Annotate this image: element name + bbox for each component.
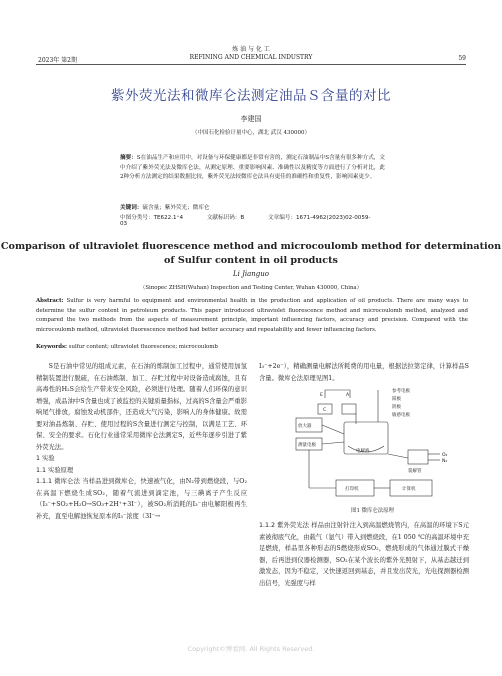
title-cn: 紫外荧光法和微库仑法测定油品Ｓ含量的对比 [111,88,391,104]
copyright-watermark: Copyright©博看网. All Rights Reserved. [187,645,315,653]
affiliation-cn: （中国石化检验计量中心，湖北 武汉 430000） [192,130,310,136]
header-journal-cn: 炼 油 与 化 工 [232,46,270,53]
abstract-en-text: Sulfur is very harmful to equipment and environmental health in the production and application of oil products. There are many ways to determine the sulfur content in petroleum products. This paper introduced ultraviolet fluorescence method and microcoulomb method, analyzed and compared the two methods from the aspects of measurement principle, important influencing factors, accuracy and precision. Compared with the microcoulomb method, ultraviolet fluorescence method had better accuracy and repeatability and fewer influencing factors. [36,298,468,333]
label-n2: N₂ [442,459,448,464]
document-code: 文献标识码：B [206,215,245,221]
furnace-box [408,450,428,464]
label-computer: 计算机 [402,487,416,492]
body-left-column [36,361,247,522]
body-right-bottom [259,520,469,589]
keywords-en [36,344,468,350]
abstract-cn [120,154,385,183]
abstract-en [36,297,468,335]
section-1-heading: 1 实验 [36,455,55,462]
section-1-1-1-paragraph [36,476,247,522]
header-page-number: 59 [458,55,466,62]
label-a: A [346,393,350,398]
label-anode: 阳极 [392,397,401,402]
wire-2 [322,425,344,434]
gas-line [388,454,408,458]
keywords-en-text: sulfur content; ultraviolet fluorescence; microcoulomb [67,344,218,350]
title-en: Comparison of ultraviolet fluorescence method and microcoulomb method for determination of Sulfur content in oil products [0,241,502,266]
label-furnace: 裂解管 [408,469,422,474]
keywords-cn [120,203,390,211]
author-en: Li Jianguo [232,270,270,278]
classification-row [120,213,390,227]
section-1-1-1-text: 当样品进到微库仑，快速被气化，由N₂带到燃烧段，与O₂在高温下燃烧生成SO₂，随着气流进到滴定池，与三碘离子产生反应（I₃⁻+SO₂+H₂O→SO₃+2H⁺+3I⁻），被SO₂所消耗的I₃⁻由电解阳极再生补充，直至电解池恢复原本的I₃⁻浓度（3I⁻→ [36,478,247,520]
label-printer: 打印机 [345,487,359,492]
section-1-1-heading: 1.1 实验原理 [36,466,74,474]
author-cn: 李建国 [240,115,262,123]
intro-paragraph: S是石油中常见的组成元素，在石油的炼制加工过程中，通常使用加氢精制装置进行脱硫，在石油炼制、加工、存贮过程中对设备造成腐蚀，且有高毒性的H₂S会给生产带来安全风险，必须进行处理。随着人们环保的意识增强，成品油中S含量也成了被监控的关键质量指标，过高的S含量会严重影响尾气排放，腐蚀发动机部件，还造成大气污染，影响人的身体健康。故需要对油品炼制、存贮、使用过程的S含量进行测定与控制，以满足工艺、环保、安全的要求。石化行业通常采用微库仑法测定S，近些年逐步引进了紫外荧光法。 [36,363,247,451]
abstract-cn-label: 摘要： [120,155,137,161]
header-divider [36,64,466,65]
label-o2: O₂ [442,453,448,458]
figure-1-diagram [290,384,455,504]
article-number: 文章编号：1671-4962(2023)02-0059-03 [120,215,371,227]
header-journal-en: REFINING AND CHEMICAL INDUSTRY [189,54,313,61]
abstract-cn-text: S在油品生产和应用中，对设备与环保健康都是非常有害的，测定石油制品中S含量有很多种方式，文中介绍了紫外荧光法及微库仑法，从测定原理、重要影响因素、准确性以及精度等方面进行了分析对比，此2种分析方法测定的结果数据比较，紫外荧光法较微库仑法具有更佳的准确性和重复性，影响因素更少。 [120,155,385,180]
abstract-en-label: Abstract: [36,298,64,304]
header-journal [0,46,502,62]
label-cathode: 阴极 [392,405,401,410]
section-1-1-2-heading: 1.1.2 紫外荧光法 [259,522,310,529]
wire-3 [322,442,344,444]
label-electrolyte: 电解液 [356,449,370,454]
label-e: E [320,393,323,398]
component-c2 [342,404,356,414]
header-year-issue: 2023年 第2期 [38,57,77,64]
body-right-top: I₃⁻+2e⁻），精确测量电解法所耗费的用电量，根据法拉第定律，计算样品S含量。微库仑法原理见图1。 [259,363,469,382]
clc-number: 中图分类号：TE622.1⁺4 [120,215,184,221]
section-1-1-1-heading: 1.1.1 微库仑法 [36,478,81,485]
label-c: C [323,408,327,413]
keywords-cn-label: 关键词： [120,205,143,211]
keywords-cn-text: 硫含量；紫外荧光；微库仑 [142,205,210,211]
keywords-en-label: Keywords: [36,344,67,350]
section-1-1-2-text: 样品由注射针注入到高温燃烧管内，在高温的环境下S元素被彻底气化，由载气（氩气）带入到燃烧段，在1 050 ℃的高温环境中充足燃烧，样品里各种形态的S燃烧形成SO₂，燃烧形成的气体通过膜式干燥器，后再进到仪器检测器，SO₂在某个波长的紫外光照射下，从基态越迁到激发态，因为不稳定，又快速返回到基态，并且发出荧光，光电探测器检测出信号，光强度与样 [259,522,469,587]
label-ref-electrode: 参考电极 [392,389,410,394]
label-amplifier: 放大器 [298,424,312,429]
label-sensor: 敏感电极 [392,413,410,418]
label-measure: 测量电极 [298,443,316,448]
affiliation-en: （Sinopec ZHSH(Wuhan) Inspection and Testing Center, Wuhan 430000, China） [139,285,363,291]
figure-1-caption: 图1 微库仑法原理 [351,508,394,514]
